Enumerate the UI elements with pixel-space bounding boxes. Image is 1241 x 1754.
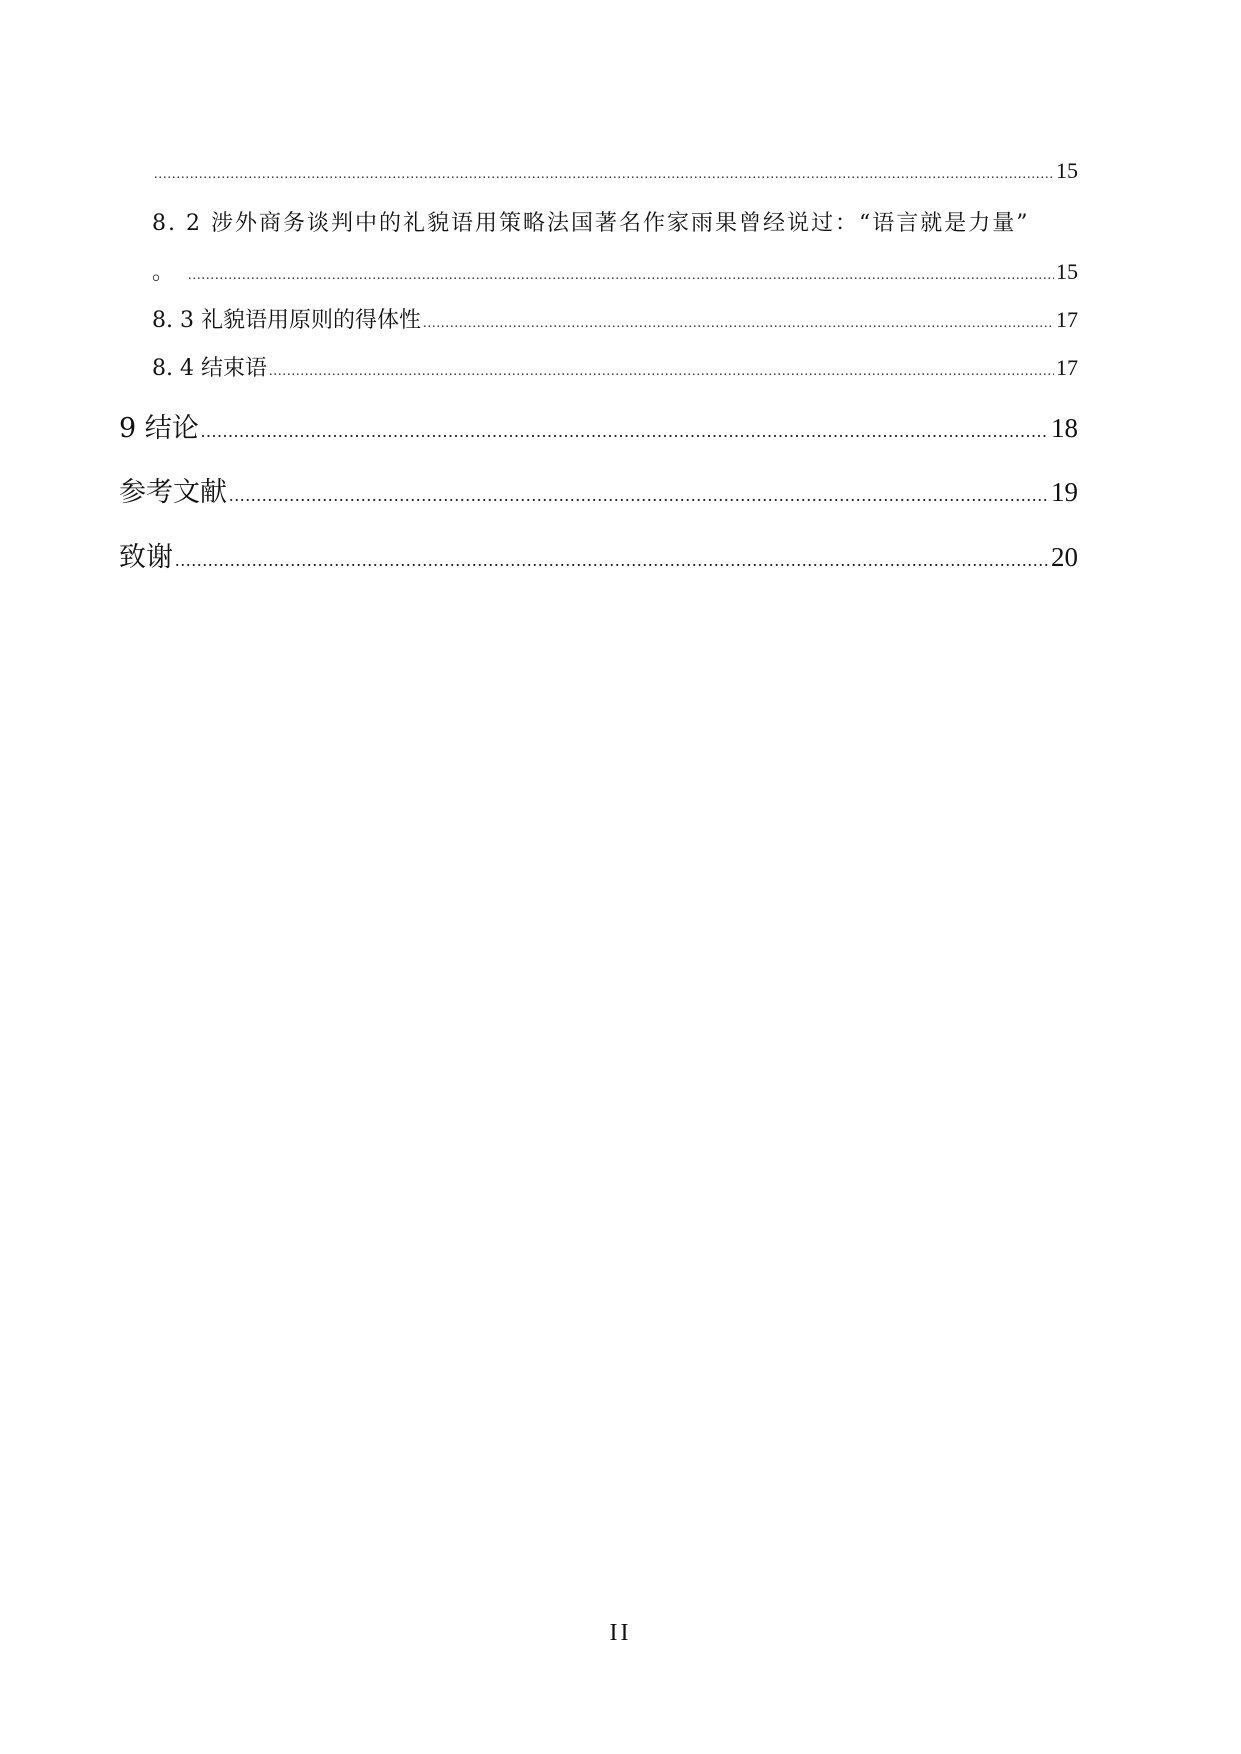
toc-entry-8-4[interactable] <box>152 351 1078 382</box>
toc-leader-dots <box>154 167 1054 183</box>
toc-entry-label: 8. 4 结束语 <box>152 356 267 381</box>
toc-leader-dots <box>201 421 1049 442</box>
page-number-footer: II <box>609 1620 632 1646</box>
toc-page-number: 20 <box>1051 542 1078 572</box>
toc-page-number: 17 <box>1056 355 1078 380</box>
toc-entry-continued[interactable] <box>152 158 1078 184</box>
toc-entry-label: 致谢 <box>119 542 173 573</box>
toc-entry-label-continued: 。 <box>152 260 175 285</box>
toc-leader-dots <box>175 550 1049 571</box>
toc-entry-8-2[interactable] <box>152 255 1078 286</box>
toc-page-number: 18 <box>1051 413 1078 443</box>
toc-page-number: 15 <box>1056 259 1078 284</box>
toc-entry-9[interactable] <box>119 406 1078 445</box>
toc-leader-dots <box>269 364 1054 380</box>
toc-entry-label: 8. 3 礼貌语用原则的得体性 <box>152 308 421 333</box>
toc-page-number: 15 <box>1056 158 1078 183</box>
toc-page-number: 17 <box>1056 307 1078 332</box>
toc-entry-acknowledgements[interactable] <box>119 535 1078 574</box>
toc-entry-label: 参考文献 <box>119 477 227 508</box>
toc-leader-dots <box>229 485 1049 506</box>
toc-leader-dots <box>188 268 1054 284</box>
toc-entry-8-3[interactable] <box>152 303 1078 334</box>
toc-entry-references[interactable] <box>119 470 1078 509</box>
toc-entry-label: 8. 2 涉外商务谈判中的礼貌语用策略法国著名作家雨果曾经说过：“语言就是力量” <box>152 211 1030 236</box>
toc-page-number: 19 <box>1051 477 1078 507</box>
toc-leader-dots <box>423 316 1054 332</box>
toc-entry-8-2-title[interactable] <box>152 206 1078 237</box>
toc-entry-label: 9 结论 <box>119 413 199 444</box>
